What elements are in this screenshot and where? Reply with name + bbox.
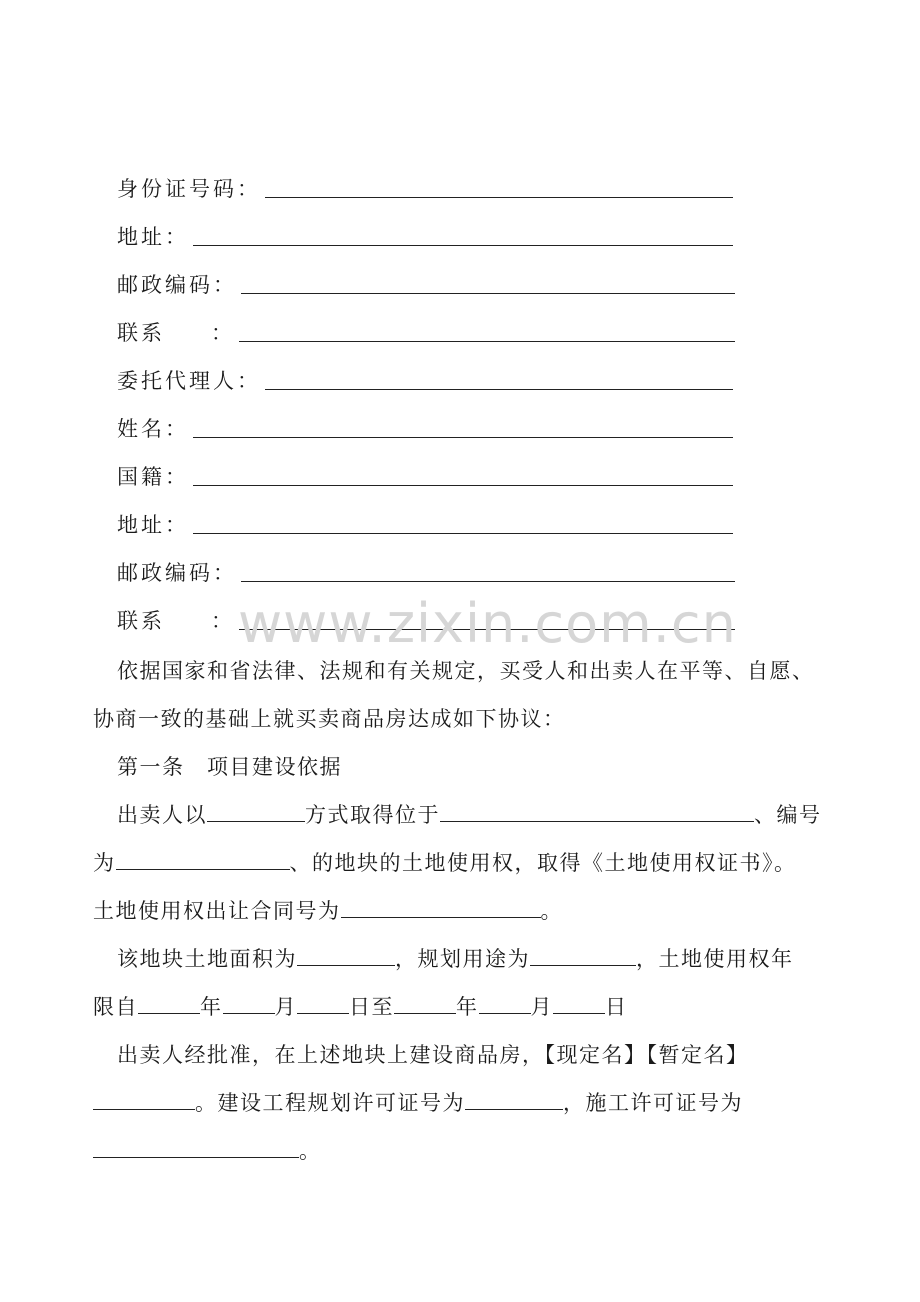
field-label: 国籍 [117,465,165,489]
article-p1-line1: 出卖人以 方式取得位于 、编号 [117,803,822,827]
article-p2-line1: 该地块土地面积为 ，规划用途为 ，土地使用权年 [117,947,794,971]
blank-start-year[interactable] [138,993,200,1014]
blank-area[interactable] [297,945,395,966]
article-p3-line3: 。 [93,1136,322,1166]
field-label: 姓名 [117,417,165,441]
blank-start-month[interactable] [223,993,275,1014]
blank-line[interactable] [265,196,733,198]
article-p1-line3: 土地使用权出让合同号为 。 [93,899,563,923]
agent-field: 委托代理人 ： [117,364,733,394]
blank-end-year[interactable] [394,993,456,1014]
article-p3-line1: 出卖人经批准，在上述地块上建设商品房，【现定名】【暂定名】 [117,1043,749,1067]
field-label: 联系 [117,609,165,633]
postal-code-field-2: 邮政编码 ： [117,556,735,586]
field-label: 邮政编码 [117,273,213,297]
blank-planning-permit[interactable] [465,1089,563,1110]
contact-field-2: 联系 ： [117,604,735,634]
intro-line-2: 协商一致的基础上就买卖商品房达成如下协议： [93,707,566,731]
blank-end-day[interactable] [553,993,605,1014]
watermark: www.zixin.com.cn [238,592,737,655]
id-number-field: 身份证号码 ： [117,172,733,202]
blank-line[interactable] [241,292,735,294]
blank-number[interactable] [116,849,290,870]
article-title: 第一条 项目建设依据 [117,755,342,779]
blank-construction-permit[interactable] [93,1137,299,1158]
article-p1-line2: 为 、的地块的土地使用权，取得《土地使用权证书》。 [93,851,797,875]
blank-line[interactable] [193,244,733,246]
address-field-2: 地址 ： [117,508,733,538]
contact-field: 联系 ： [117,316,735,346]
field-label: 身份证号码 [117,177,237,201]
blank-line[interactable] [193,484,733,486]
postal-code-field: 邮政编码 ： [117,268,735,298]
blank-line[interactable] [193,436,733,438]
article-p2-line2: 限自 年 月 日至 年 月 日 [93,995,628,1019]
field-label: 邮政编码 [117,561,213,585]
field-label: 委托代理人 [117,369,237,393]
blank-method[interactable] [207,801,305,822]
blank-end-month[interactable] [479,993,531,1014]
field-label: 地址 [117,225,165,249]
blank-line[interactable] [265,388,733,390]
address-field: 地址 ： [117,220,733,250]
blank-project-name[interactable] [93,1089,195,1110]
intro-line-1: 依据国家和省法律、法规和有关规定，买受人和出卖人在平等、自愿、 [117,659,815,683]
article-p3-line2: 。建设工程规划许可证号为 ，施工许可证号为 [93,1088,743,1118]
blank-line[interactable] [239,628,735,630]
field-label: 地址 [117,513,165,537]
name-field: 姓名 ： [117,412,733,442]
nationality-field: 国籍 ： [117,460,733,490]
field-label: 联系 [117,321,165,345]
blank-usage[interactable] [530,945,636,966]
blank-line[interactable] [241,580,735,582]
blank-start-day[interactable] [297,993,349,1014]
blank-line[interactable] [239,340,735,342]
blank-line[interactable] [193,532,733,534]
blank-location[interactable] [440,801,754,822]
blank-contract-number[interactable] [341,897,541,918]
